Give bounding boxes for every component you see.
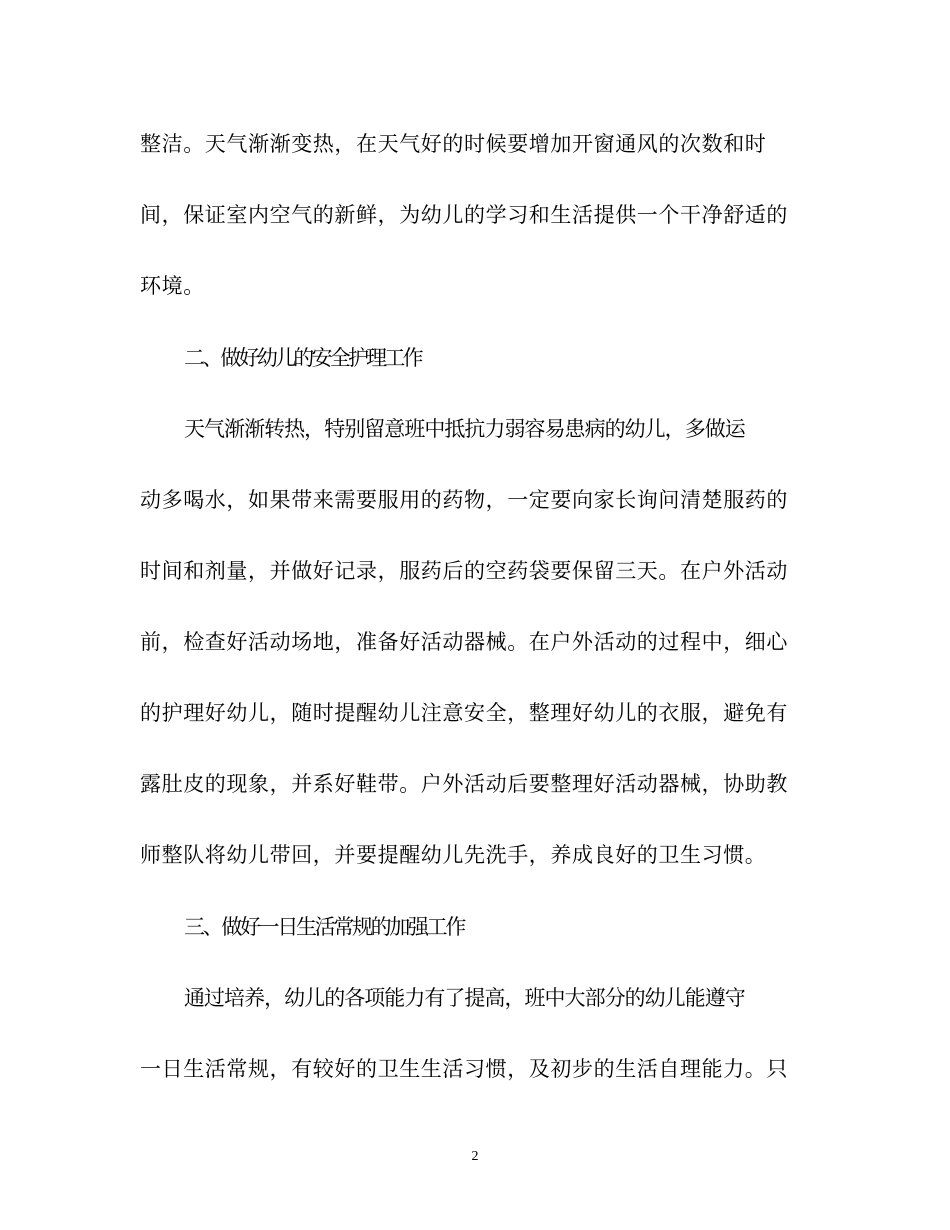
paragraph-line: 整洁。天气渐渐变热，在天气好的时候要增加开窗通风的次数和时 [140, 132, 767, 156]
paragraph-line: 动多喝水，如果带来需要服用的药物，一定要向家长询问清楚服药的 [140, 488, 788, 512]
paragraph-line: 师整队将幼儿带回，并要提醒幼儿先洗手，养成良好的卫生习惯。 [140, 843, 767, 867]
paragraph-line: 通过培养，幼儿的各项能力有了提高，班中大部分的幼儿能遵守 [184, 986, 745, 1010]
paragraph-line: 天气渐渐转热，特别留意班中抵抗力弱容易患病的幼儿，多做运 [184, 417, 745, 441]
paragraph-line: 环境。 [140, 274, 205, 298]
paragraph-line: 间，保证室内空气的新鲜，为幼儿的学习和生活提供一个干净舒适的 [140, 203, 788, 227]
paragraph-line: 一日生活常规，有较好的卫生生活习惯，及初步的生活自理能力。只 [140, 1057, 788, 1081]
section-heading: 三、做好一日生活常规的加强工作 [184, 915, 464, 939]
section-heading: 二、做好幼儿的安全护理工作 [184, 346, 421, 370]
paragraph-line: 前，检查好活动场地，准备好活动器械。在户外活动的过程中，细心 [140, 630, 788, 654]
paragraph-line: 时间和剂量，并做好记录，服药后的空药袋要保留三天。在户外活动 [140, 559, 788, 583]
paragraph-line: 的护理好幼儿，随时提醒幼儿注意安全，整理好幼儿的衣服，避免有 [140, 701, 788, 725]
paragraph-line: 露肚皮的现象，并系好鞋带。户外活动后要整理好活动器械，协助教 [140, 772, 788, 796]
page-number: 2 [471, 1149, 479, 1164]
